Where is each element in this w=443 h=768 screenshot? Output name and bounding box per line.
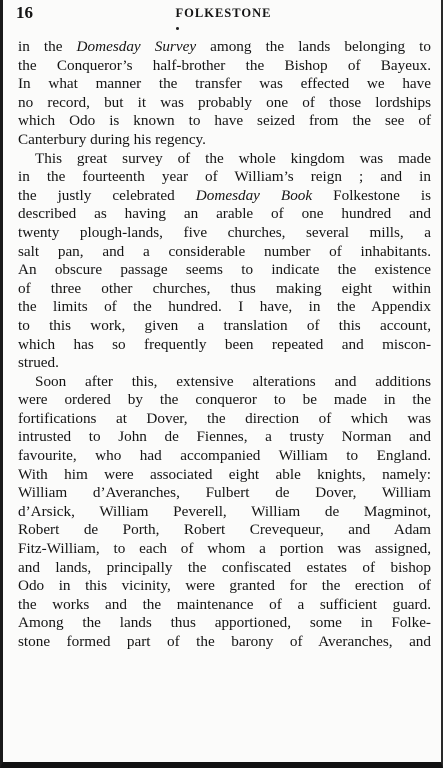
text-run: the justly celebrated bbox=[18, 186, 196, 204]
text-line bbox=[18, 298, 431, 317]
text-run: in the bbox=[18, 38, 77, 55]
text-line bbox=[18, 131, 431, 150]
text-run: to this work, given a translation of this account, bbox=[18, 316, 431, 334]
text-run: the limits of the hundred. I have, in the Appendix bbox=[18, 298, 431, 316]
text-run: were ordered by the conqueror to be made in the bbox=[18, 391, 431, 409]
text-line bbox=[18, 410, 431, 429]
text-line bbox=[18, 168, 431, 187]
text-line bbox=[18, 596, 431, 615]
text-line bbox=[18, 336, 431, 355]
text-line bbox=[18, 373, 431, 392]
text-run: Folkestone is bbox=[312, 186, 431, 204]
paragraph bbox=[18, 38, 431, 150]
paragraph bbox=[18, 373, 431, 652]
text-run: An obscure passage seems to indicate the existence bbox=[18, 261, 431, 279]
text-line bbox=[18, 503, 431, 522]
text-run: stone formed part of the barony of Averanches, and bbox=[18, 633, 431, 650]
text-line bbox=[18, 614, 431, 633]
text-line bbox=[18, 38, 431, 57]
text-line bbox=[18, 280, 431, 299]
text-line bbox=[18, 428, 431, 447]
text-run: the works and the maintenance of a sufficient guard. bbox=[18, 595, 431, 613]
page-header bbox=[16, 3, 431, 25]
text-line bbox=[18, 484, 431, 503]
text-run: twenty plough-lands, five churches, several mills, a bbox=[18, 223, 431, 241]
text-run: which Odo is known to have seized from the see of bbox=[18, 112, 431, 130]
text-run: strued. bbox=[18, 354, 59, 372]
text-line bbox=[18, 521, 431, 540]
paragraph bbox=[18, 150, 431, 373]
text-run: Fitz-William, to each of whom a portion was assigned, bbox=[18, 540, 431, 558]
text-run: favourite, who had accompanied William to England. bbox=[18, 447, 431, 465]
text-run: Canterbury during his regency. bbox=[18, 130, 206, 148]
text-run: no record, but it was probably one of those lordships bbox=[18, 93, 431, 111]
text-line bbox=[18, 317, 431, 336]
text-run: salt pan, and a considerable number of inhabitants. bbox=[18, 242, 431, 260]
text-run: Among the lands thus apportioned, some in Folke- bbox=[18, 614, 431, 632]
text-line bbox=[18, 57, 431, 76]
text-line bbox=[18, 391, 431, 410]
text-run: Robert de Porth, Robert Crevequeur, and Adam bbox=[18, 521, 431, 539]
text-line bbox=[18, 150, 431, 169]
text-run: fortifications at Dover, the direction of which was bbox=[18, 409, 431, 427]
text-line bbox=[18, 577, 431, 596]
text-line bbox=[18, 94, 431, 113]
text-line bbox=[18, 243, 431, 262]
text-run: With him were associated eight able knights, namely: bbox=[18, 465, 431, 483]
text-run: Soon after this, extensive alterations and additions bbox=[35, 372, 431, 390]
text-line bbox=[18, 354, 431, 373]
text-run: in the fourteenth year of William’s reign ; and in bbox=[18, 168, 431, 186]
book-title: Domesday Book bbox=[195, 186, 313, 204]
book-title: Domesday Survey bbox=[76, 38, 197, 55]
text-line bbox=[18, 75, 431, 94]
text-run: d’Arsick, William Peverell, William de Magminot, bbox=[18, 502, 431, 520]
body-text bbox=[18, 38, 431, 652]
text-line bbox=[18, 187, 431, 206]
text-run: and lands, principally the confiscated estates of bishop bbox=[18, 558, 431, 576]
text-run: the Conqueror’s half-brother the Bishop of Bayeux. bbox=[18, 56, 431, 74]
text-run: intrusted to John de Fiennes, a trusty Norman and bbox=[18, 428, 431, 446]
text-run: William d’Averanches, Fulbert de Dover, William bbox=[18, 484, 431, 502]
text-line bbox=[18, 205, 431, 224]
text-line bbox=[18, 540, 431, 559]
text-line bbox=[18, 633, 431, 652]
text-run: Odo in this vicinity, were granted for the erection of bbox=[18, 577, 431, 595]
text-run: which has so frequently been repeated and miscon- bbox=[18, 335, 431, 353]
page-number: 16 bbox=[16, 3, 33, 22]
text-line bbox=[18, 261, 431, 280]
text-line bbox=[18, 559, 431, 578]
text-line bbox=[18, 466, 431, 485]
text-run: In what manner the transfer was effected we have bbox=[18, 75, 431, 93]
text-line bbox=[18, 224, 431, 243]
running-title: FOLKESTONE bbox=[175, 6, 272, 20]
text-run: of three other churches, thus making eight within bbox=[18, 279, 431, 297]
text-line bbox=[18, 447, 431, 466]
text-line bbox=[18, 112, 431, 131]
text-run: described as having an arable of one hundred and bbox=[18, 205, 431, 223]
print-speck bbox=[176, 27, 179, 30]
text-run: This great survey of the whole kingdom was made bbox=[35, 149, 431, 167]
text-run: among the lands belonging to bbox=[196, 38, 431, 55]
